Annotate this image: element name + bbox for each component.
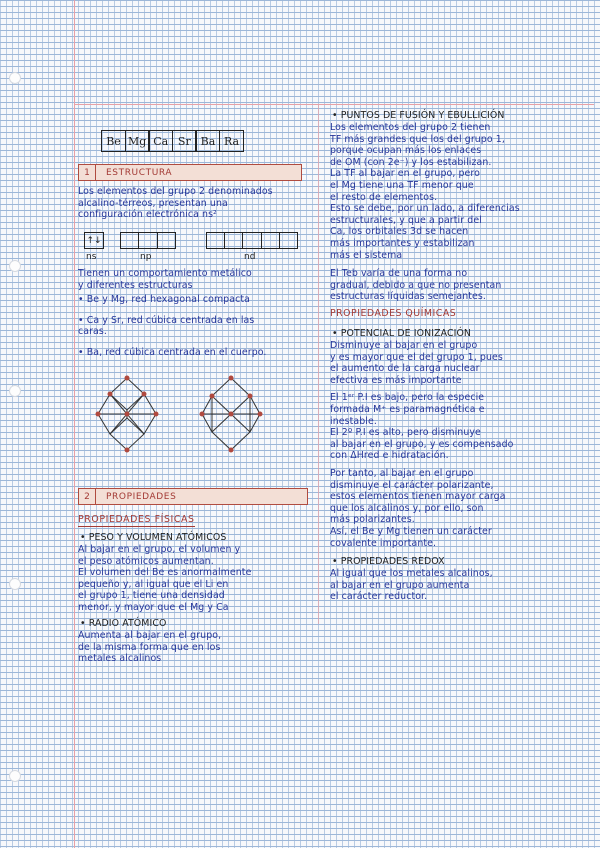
element-cell: Ca: [148, 130, 173, 152]
radio-line: de la misma forma que en los: [78, 641, 221, 653]
ionizacion-line: con ΔHred e hidratación.: [330, 450, 449, 462]
element-cell: Ra: [219, 130, 244, 152]
section-title: ESTRUCTURA: [106, 167, 173, 178]
electron-pair: ↑↓: [86, 235, 102, 246]
fusion-line: porque ocupan más los enlaces: [330, 145, 482, 157]
ionizacion-line: Por tanto, al bajar en el grupo: [330, 467, 474, 479]
orbital-label: np: [140, 252, 152, 262]
section-number: 1: [79, 165, 96, 180]
ionizacion-heading: • POTENCIAL DE IONIZACIÓN: [332, 328, 472, 339]
fusion-line: Ca, los orbitales 3d se hacen: [330, 226, 469, 238]
ionizacion-line: más polarizantes.: [330, 514, 415, 526]
peso-line: pequeño y, al igual que el Li en: [78, 578, 229, 590]
nd-orbitals: [206, 232, 298, 249]
teb-text: [330, 268, 501, 303]
radio-heading: • RADIO ATÓMICO: [80, 618, 167, 629]
element-cell: Mg: [125, 130, 150, 152]
structure-line: y diferentes estructuras: [78, 279, 193, 291]
ionizacion-line: inestable.: [330, 415, 377, 427]
structure-line: • Ba, red cúbica centrada en el cuerpo.: [78, 346, 267, 358]
ionizacion-line: Disminuye al bajar en el grupo: [330, 340, 478, 351]
ionizacion-line: estos elementos tienen mayor carga: [330, 491, 506, 503]
cubic-structure-drawing: [196, 372, 266, 456]
fusion-text: [330, 122, 520, 261]
ionizacion-line: formada M⁺ es paramagnética e: [330, 403, 485, 415]
section-header-propiedades: [78, 488, 308, 505]
section-title: PROPIEDADES: [106, 491, 177, 502]
element-cell: Sr: [172, 130, 197, 152]
header-line: [74, 104, 594, 105]
orbital-label: ns: [86, 252, 97, 262]
fisicas-heading: PROPIEDADES FÍSICAS: [78, 514, 195, 525]
orbital-label: nd: [244, 252, 256, 262]
fusion-line: TF más grandes que los del grupo 1,: [330, 133, 505, 145]
redox-line: Al igual que los metales alcalinos,: [330, 568, 493, 579]
ionizacion-line: y es mayor que el del grupo 1, pues: [330, 351, 503, 363]
radio-line: metales alcalinos: [78, 653, 162, 665]
fusion-line: Los elementos del grupo 2 tienen: [330, 122, 491, 133]
ionizacion-line: El 2º P.I es alto, pero disminuye: [330, 427, 481, 439]
element-cell: Ba: [195, 130, 220, 152]
fusion-line: el Mg tiene una TF menor que: [330, 179, 474, 191]
ns-orbital: [84, 232, 104, 249]
peso-line: el grupo 1, tiene una densidad: [78, 590, 225, 602]
structure-line: caras.: [78, 326, 107, 338]
fusion-line: Esto se debe, por un lado, a diferencias: [330, 203, 520, 215]
ionizacion-line: que los alcalinos y, por ello, son: [330, 502, 484, 514]
ionizacion-line: al bajar en el grupo, y es compensado: [330, 438, 514, 450]
fusion-line: La TF al bajar en el grupo, pero: [330, 168, 480, 180]
radio-line: Aumenta al bajar en el grupo,: [78, 630, 222, 641]
redox-text: [330, 568, 493, 603]
structure-line: Tienen un comportamiento metálico: [78, 268, 252, 279]
ionizacion-line: El 1ᵉʳ P.I es bajo, pero la especie: [330, 392, 485, 404]
peso-line: el peso atómicos aumentan.: [78, 555, 214, 567]
hexagonal-structure-drawing: [92, 372, 162, 456]
radio-text: [78, 630, 221, 665]
ionizacion-text: [330, 340, 514, 549]
fusion-line: más el sistema: [330, 249, 403, 261]
column-divider: [318, 104, 319, 624]
redox-heading: • PROPIEDADES REDOX: [332, 556, 445, 567]
intro-line: alcalino-térreos, presentan una: [78, 197, 228, 209]
ionizacion-line: covalente importante.: [330, 537, 437, 549]
ionizacion-line: Así, el Be y Mg tienen un carácter: [330, 525, 492, 537]
fusion-line: más importantes y estabilizan: [330, 237, 475, 249]
structure-text: [78, 268, 267, 359]
redox-line: al bajar en el grupo aumenta: [330, 579, 470, 591]
structure-line: • Ca y Sr, red cúbica centrada en las: [78, 314, 255, 326]
peso-heading: • PESO Y VOLUMEN ATÓMICOS: [80, 532, 227, 543]
peso-line: Al bajar en el grupo, el volumen y: [78, 544, 241, 555]
peso-text: [78, 544, 251, 614]
fusion-line: el resto de elementos.: [330, 191, 438, 203]
intro-text: [78, 186, 273, 221]
ionizacion-line: efectiva es más importante: [330, 374, 462, 386]
fusion-line: estructurales, y que a partir del: [330, 214, 482, 226]
peso-line: El volumen del Be es anormalmente: [78, 567, 252, 579]
quimicas-heading: PROPIEDADES QUÍMICAS: [330, 308, 457, 319]
fusion-heading: • PUNTOS DE FUSIÓN Y EBULLICIÓN: [332, 110, 505, 121]
section-header-estructura: [78, 164, 302, 181]
margin-line: [74, 0, 75, 848]
intro-line: Los elementos del grupo 2 denominados: [78, 186, 273, 197]
teb-line: gradual, debido a que no presentan: [330, 279, 502, 291]
ionizacion-line: el aumento de la carga nuclear: [330, 363, 480, 375]
intro-line: configuración electrónica ns²: [78, 209, 217, 221]
ionizacion-line: disminuye el carácter polarizante,: [330, 479, 494, 491]
section-number: 2: [79, 489, 96, 504]
structure-line: • Be y Mg, red hexagonal compacta: [78, 294, 250, 306]
redox-line: el carácter reductor.: [330, 591, 428, 603]
element-table: [101, 130, 243, 152]
teb-line: El Teb varía de una forma no: [330, 268, 468, 279]
element-cell: Be: [101, 130, 126, 152]
np-orbitals: [120, 232, 176, 249]
peso-line: menor, y mayor que el Mg y Ca: [78, 601, 229, 613]
fusion-line: de OM (con 2e⁻) y los estabilizan.: [330, 156, 492, 168]
teb-line: estructuras líquidas semejantes.: [330, 291, 486, 303]
